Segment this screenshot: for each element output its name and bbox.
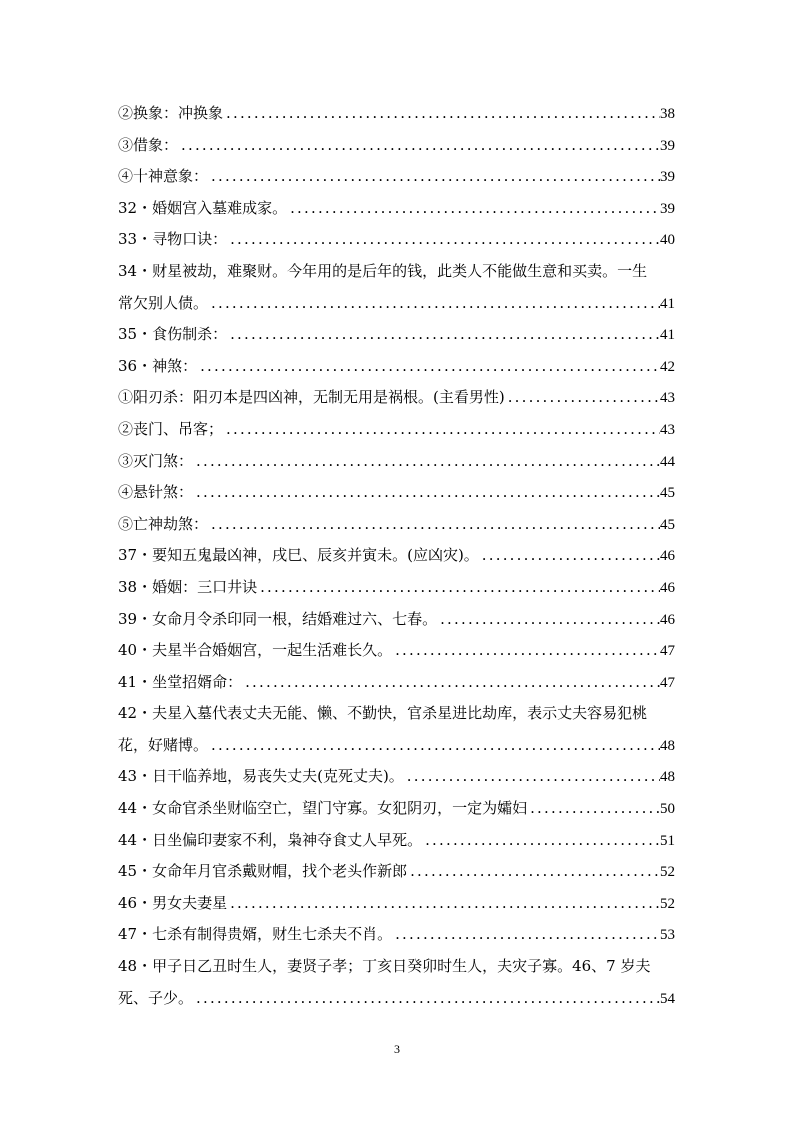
toc-entry-title-line <box>118 698 675 730</box>
toc-entry-title: 41・坐堂招婿命： <box>118 672 243 691</box>
toc-entry-title: ⑤亡神劫煞： <box>118 514 209 533</box>
toc-entry-page: 46 <box>660 579 675 596</box>
dot-leader <box>227 224 660 256</box>
dot-leader <box>404 761 660 793</box>
toc-entry[interactable] <box>118 382 675 414</box>
toc-entry-page: 52 <box>660 895 675 912</box>
dot-leader <box>227 888 660 920</box>
dot-leader <box>407 856 660 888</box>
toc-entry-page: 45 <box>660 485 675 502</box>
toc-entry[interactable] <box>118 351 675 383</box>
toc-entry <box>118 730 675 762</box>
toc-entry-page: 48 <box>660 769 675 786</box>
dot-leader <box>197 351 660 383</box>
toc-entry-page: 52 <box>660 864 675 881</box>
toc-entry-page: 43 <box>660 421 675 438</box>
toc-entry[interactable] <box>118 635 675 667</box>
dot-leader <box>208 730 660 762</box>
toc-entry-title-first-line: 48・甲子日乙丑时生人，妻贤子孝；丁亥日癸卯时生人，夫灾子寡。46、7 岁夫 <box>118 957 651 976</box>
toc-entry-title: 44・日坐偏印妻家不利，枭神夺食丈人早死。 <box>118 830 423 849</box>
toc-entry-title: 35・食伤制杀： <box>118 325 228 344</box>
toc-entry[interactable] <box>118 161 675 193</box>
toc-entry <box>118 983 675 1015</box>
toc-entry-title-first-line: 42・夫星入墓代表丈夫无能、懒、不勤快，官杀星进比劫库，表示丈夫容易犯桃 <box>118 704 648 723</box>
toc-entry-title: 37・要知五鬼最凶神，戌巳、辰亥并寅未。(应凶灾)。 <box>118 546 479 565</box>
toc-entry-page: 47 <box>660 643 675 660</box>
toc-entry-page: 39 <box>660 137 675 154</box>
toc-entry-multiline[interactable] <box>118 951 675 1014</box>
toc-entry-title: ②丧门、吊客； <box>118 419 224 438</box>
toc-entry-title: ③灭门煞： <box>118 451 194 470</box>
dot-leader <box>193 446 660 478</box>
toc-entry[interactable] <box>118 604 675 636</box>
toc-entry-title: 常欠别人债。 <box>118 293 209 312</box>
dot-leader <box>223 414 660 446</box>
toc-entry[interactable] <box>118 793 675 825</box>
dot-leader <box>392 635 660 667</box>
toc-entry-page: 42 <box>660 358 675 375</box>
toc-entry-page: 47 <box>660 674 675 691</box>
toc-entry-title: 38・婚姻：三口井诀 <box>118 577 258 596</box>
toc-entry-title: ③借象： <box>118 135 179 154</box>
dot-leader <box>208 161 660 193</box>
page-number: 3 <box>394 1042 400 1056</box>
toc-entry-page: 44 <box>660 453 675 470</box>
toc-entry[interactable] <box>118 540 675 572</box>
toc-entry-page: 46 <box>660 548 675 565</box>
toc-entry-title-line <box>118 951 675 983</box>
dot-leader <box>527 793 660 825</box>
dot-leader <box>242 667 660 699</box>
dot-leader <box>178 130 660 162</box>
toc-entry[interactable] <box>118 319 675 351</box>
toc-entry-page: 39 <box>660 200 675 217</box>
toc-entry[interactable] <box>118 572 675 604</box>
dot-leader <box>392 919 660 951</box>
dot-leader <box>208 288 660 320</box>
toc-entry-title: 40・夫星半合婚姻宫，一起生活难长久。 <box>118 641 393 660</box>
toc-entry-title: 32・婚姻宫入墓难成家。 <box>118 198 288 217</box>
toc-entry-title: 39・女命月令杀印同一根，结婚难过六、七春。 <box>118 609 438 628</box>
toc-entry-page: 43 <box>660 390 675 407</box>
toc-entry-title: ④十神意象： <box>118 167 209 186</box>
toc-entry[interactable] <box>118 667 675 699</box>
toc-entry-title: 45・女命年月官杀戴财帽，找个老头作新郎 <box>118 862 408 881</box>
toc-entry-page: 50 <box>660 801 675 818</box>
toc-entry-multiline[interactable] <box>118 698 675 761</box>
toc-entry[interactable] <box>118 130 675 162</box>
dot-leader <box>193 477 660 509</box>
dot-leader <box>257 572 660 604</box>
toc-entry[interactable] <box>118 856 675 888</box>
toc-entry[interactable] <box>118 919 675 951</box>
toc-entry-title: 死、子少。 <box>118 988 194 1007</box>
toc-entry-title: ①阳刃杀：阳刃本是四凶神，无制无用是祸根。(主看男性) <box>118 388 505 407</box>
toc-entry[interactable] <box>118 888 675 920</box>
toc-entry-page: 51 <box>660 832 675 849</box>
toc-entry-title: 44・女命官杀坐财临空亡，望门守寡。女犯阴刃，一定为孀妇 <box>118 799 528 818</box>
toc-entry-multiline[interactable] <box>118 256 675 319</box>
toc-entry-page: 41 <box>660 327 675 344</box>
table-of-contents <box>118 98 675 1014</box>
toc-entry-title: ④悬针煞： <box>118 483 194 502</box>
toc-entry-page: 45 <box>660 516 675 533</box>
toc-entry-title: 43・日干临养地，易丧失丈夫(克死丈夫)。 <box>118 767 404 786</box>
toc-entry-page: 39 <box>660 169 675 186</box>
toc-entry[interactable] <box>118 446 675 478</box>
toc-entry[interactable] <box>118 509 675 541</box>
toc-entry-page: 54 <box>660 990 675 1007</box>
toc-entry-title-first-line: 34・财星被劫，难聚财。今年用的是后年的钱，此类人不能做生意和买卖。一生 <box>118 261 648 280</box>
toc-entry[interactable] <box>118 224 675 256</box>
toc-entry-title: 47・七杀有制得贵婿，财生七杀夫不肖。 <box>118 925 393 944</box>
dot-leader <box>287 193 660 225</box>
toc-entry-page: 40 <box>660 232 675 249</box>
toc-entry-page: 48 <box>660 737 675 754</box>
toc-entry[interactable] <box>118 414 675 446</box>
toc-entry-page: 53 <box>660 927 675 944</box>
dot-leader <box>193 983 660 1015</box>
dot-leader <box>505 382 660 414</box>
toc-entry-page: 38 <box>660 106 675 122</box>
toc-entry-title: 46・男女夫妻星 <box>118 893 228 912</box>
toc-entry-title: 花，好赌博。 <box>118 735 209 754</box>
toc-entry-title: 33・寻物口诀： <box>118 230 228 249</box>
toc-entry-page: 41 <box>660 295 675 312</box>
toc-entry[interactable] <box>118 193 675 225</box>
dot-leader <box>227 319 660 351</box>
toc-entry[interactable] <box>118 98 675 130</box>
toc-entry[interactable] <box>118 825 675 857</box>
dot-leader <box>437 604 660 636</box>
dot-leader <box>422 825 660 857</box>
toc-entry-title: ②换象：冲换象 <box>118 104 224 122</box>
toc-entry-page: 46 <box>660 611 675 628</box>
toc-entry[interactable] <box>118 477 675 509</box>
toc-entry[interactable] <box>118 761 675 793</box>
toc-entry-title-line <box>118 256 675 288</box>
toc-entry-title: 36・神煞： <box>118 356 198 375</box>
dot-leader <box>223 98 660 130</box>
dot-leader <box>479 540 660 572</box>
toc-entry <box>118 288 675 320</box>
dot-leader <box>208 509 660 541</box>
